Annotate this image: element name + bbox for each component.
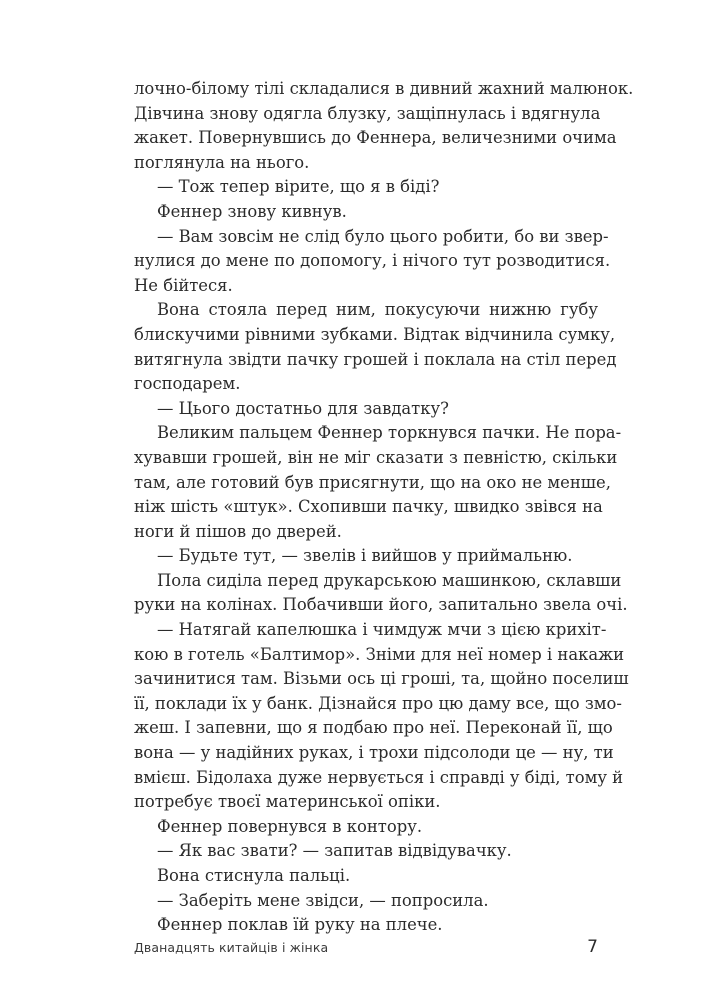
text-line: — Як вас звати? — запитав відвідувачку.	[157, 841, 512, 861]
text-line: блискучими рівними зубками. Відтак відчинила сумку,	[134, 324, 616, 344]
text-line: Вона стояла перед ним, покусуючи нижню губу	[157, 300, 598, 320]
text-line: — Натягай капелюшка і чимдуж мчи з цією крихіт-	[157, 620, 607, 640]
text-line: хувавши грошей, він не міг сказати з певністю, скільки	[134, 447, 618, 467]
text-line: Дівчина знову одягла блузку, защіпнулась і вдягнула	[134, 103, 601, 123]
text-line: Феннер повернувся в контору.	[157, 816, 423, 836]
text-line: — Тож тепер вірите, що я в біді?	[157, 177, 440, 197]
text-line: кою в готель «Балтимор». Зніми для неї номер і накажи	[134, 644, 625, 664]
text-line: руки на колінах. Побачивши його, запитально звела очі.	[134, 595, 628, 615]
text-line: Великим пальцем Феннер торкнувся пачки. Не пора-	[157, 423, 622, 443]
text-line: — Цього достатньо для завдатку?	[157, 398, 449, 418]
text-line: її, поклади їх у банк. Дізнайся про цю даму все, що змо-	[134, 693, 622, 713]
text-line: господарем.	[134, 374, 241, 394]
text-line: ноги й пішов до дверей.	[134, 521, 342, 541]
page-footer	[134, 937, 598, 961]
body-text	[134, 77, 634, 938]
text-line: витягнула звідти пачку грошей і поклала на стіл перед	[134, 349, 617, 369]
text-line: — Вам зовсім не слід було цього робити, бо ви звер-	[157, 226, 609, 246]
text-line: ніж шість «штук». Схопивши пачку, швидко звівся на	[134, 497, 603, 517]
text-line: Не бійтеся.	[134, 275, 233, 295]
text-line: Феннер знову кивнув.	[157, 201, 347, 221]
text-line: вона — у надійних руках, і трохи підсолоди це — ну, ти	[134, 743, 614, 763]
text-line: нулися до мене по допомогу, і нічого тут розводитися.	[134, 251, 611, 271]
text-line: жакет. Повернувшись до Феннера, величезними очима	[134, 128, 617, 148]
page-number: 7	[587, 937, 598, 957]
text-line: вмієш. Бідолаха дуже нервується і справді у біді, тому й	[134, 767, 624, 787]
text-line: жеш. І запевни, що я подбаю про неї. Переконай її, що	[134, 718, 613, 738]
text-line: там, але готовий був присягнути, що на око не менше,	[134, 472, 611, 492]
running-title: Дванадцять китайців і жінка	[134, 940, 329, 955]
text-line: Вона стиснула пальці.	[157, 866, 351, 885]
text-line: — Заберіть мене звідси, — попросила.	[157, 890, 489, 910]
text-line: зачинитися там. Візьми ось ці гроші, та, щойно поселиш	[134, 669, 629, 689]
text-line: поглянула на нього.	[134, 152, 310, 172]
text-line: Феннер поклав їй руку на плече.	[157, 915, 443, 935]
text-line: Пола сиділа перед друкарською машинкою, склавши	[157, 570, 622, 590]
text-line: потребує твоєї материнської опіки.	[134, 792, 441, 812]
text-line: лочно-білому тілі складалися в дивний жахний малюнок.	[134, 79, 634, 98]
text-line: — Будьте тут, — звелів і вийшов у приймальню.	[157, 546, 573, 566]
